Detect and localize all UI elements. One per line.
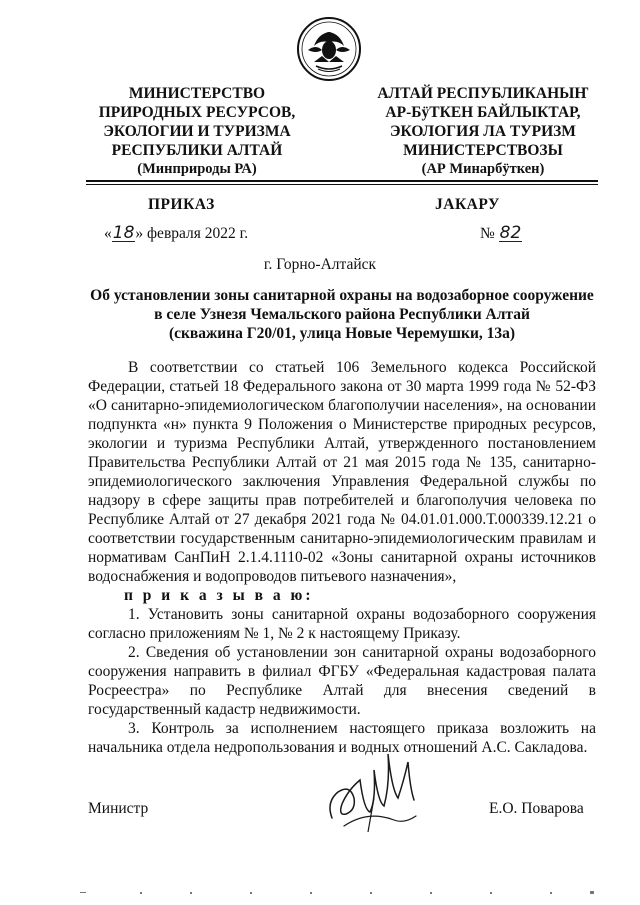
subject-line: Об установлении зоны санитарной охраны на водозаборное сооружение: [90, 287, 594, 304]
header-right-line: ЭКОЛОГИЯ ЛА ТУРИЗМ: [390, 123, 576, 140]
order-subject: [86, 286, 598, 343]
signatory-name: Е.О. Поварова: [489, 800, 584, 817]
header-right-line: АР-БÿТКЕН БАЙЛЫКТАР,: [385, 104, 581, 121]
header-divider-thick: [86, 180, 598, 182]
header-left-line: МИНИСТЕРСТВО: [128, 85, 266, 102]
order-body: [88, 358, 596, 757]
header-left-line: ЭКОЛОГИИ И ТУРИЗМА: [103, 123, 291, 140]
header-right-line: АЛТАЙ РЕСПУБЛИКАНЫҤ: [377, 85, 589, 102]
date-open-quote: «: [104, 225, 112, 242]
header-divider-thin: [86, 184, 598, 185]
order-title-altai: JАКАРУ: [435, 196, 500, 213]
ministry-name-russian: [86, 84, 308, 179]
number-sign: №: [480, 225, 495, 242]
city-name: г. Горно-Алтайск: [263, 256, 377, 273]
order-item-2: 2. Сведения об установлении зон санитарной охраны водозаборного сооружения направить в филиал ФГБУ «Федеральная кадастровая палата Росреестра» по Республике Алтай для внесения сведений в государственный кадастр недвижимости.: [88, 644, 596, 718]
date-month-year: » февраля 2022 г.: [135, 225, 249, 242]
preamble-paragraph: В соответствии со статьей 106 Земельного кодекса Российской Федерации, статьей 18 Федерального закона от 30 марта 1999 года № 52-ФЗ «О санитарно-эпидемиологическом благополучии населения», на основании подпункта «н» пункта 9 Положения о Министерстве природных ресурсов, экологии и туризма Республики Алтай, утвержденного постановлением Правительства Республики Алтай от 21 мая 2015 года № 135, санитарно-эпидемиологического заключения Управления Федеральной службы по надзору в сфере защиты прав потребителей и благополучия человека по Республике Алтай от 27 декабря 2021 года № 04.01.01.000.Т.000339.12.21 о соответствии государственным санитарно-эпидемиологическим правилам и нормативам СанПиН 2.1.4.1110-02 «Зоны санитарной охраны источников водоснабжения и водопроводов питьевого назначения»,: [88, 359, 596, 585]
scan-margin-marks: [80, 888, 600, 898]
header-left-line: РЕСПУБЛИКИ АЛТАЙ: [111, 142, 283, 159]
handwritten-signature-icon: [324, 740, 422, 840]
ministry-name-altai: [370, 84, 596, 179]
signatory-position: Министр: [88, 800, 149, 817]
order-item-3: 3. Контроль за исполнением настоящего приказа возложить на начальника отдела недропользования и водных отношений А.С. Сакладова.: [88, 720, 596, 756]
header-left-line: ПРИРОДНЫХ РЕСУРСОВ,: [98, 104, 296, 121]
handwritten-number: 82: [499, 223, 522, 243]
order-title-russian: ПРИКАЗ: [148, 196, 215, 213]
subject-line: в селе Узнезя Чемальского района Республики Алтай: [154, 306, 530, 323]
subject-line: (скважина Г20/01, улица Новые Черемушки, 13а): [168, 325, 516, 342]
orders-keyword: п р и к а з ы в а ю:: [124, 587, 314, 604]
header-left-abbreviation: (Минприроды РА): [137, 161, 257, 177]
handwritten-day: 18: [112, 223, 135, 243]
order-number: [480, 225, 522, 243]
coat-of-arms-icon: [296, 16, 362, 82]
order-item-1: 1. Установить зоны санитарной охраны водозаборного сооружения согласно приложениям № 1, № 2 к настоящему Приказу.: [88, 606, 596, 642]
header-right-line: МИНИСТЕРСТВОЗЫ: [403, 142, 563, 159]
header-right-abbreviation: (АР Минарбÿткен): [421, 161, 545, 177]
order-date: [104, 225, 248, 243]
